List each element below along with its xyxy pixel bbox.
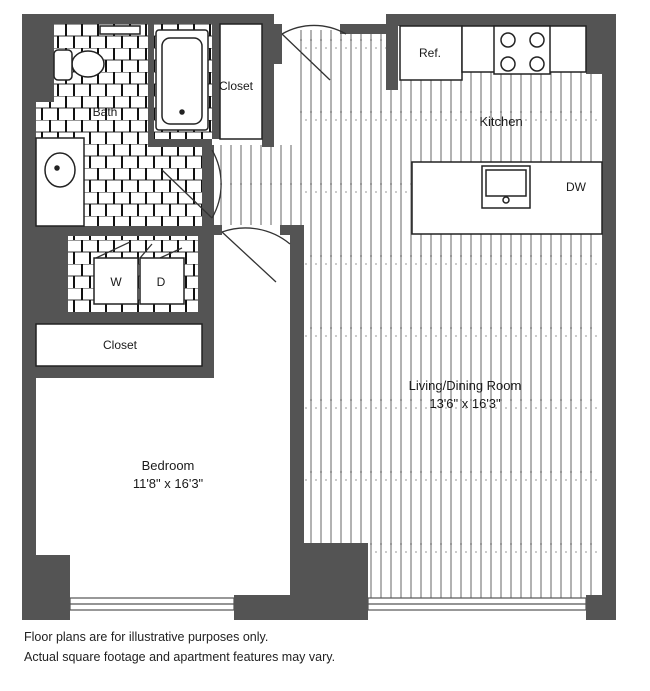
wall-bed-living bbox=[290, 228, 304, 595]
toilet-seat-back bbox=[54, 50, 72, 80]
wall-right-lower bbox=[602, 74, 616, 620]
sink-bowl bbox=[45, 153, 75, 187]
wall-top-right bbox=[386, 14, 616, 26]
wall-laundry-left bbox=[36, 236, 68, 324]
label-closet-bath: Closet bbox=[218, 79, 254, 93]
label-bedroom-name: Bedroom bbox=[141, 458, 195, 473]
wall-bed-living-top bbox=[280, 225, 304, 235]
label-dryer: D bbox=[156, 275, 166, 289]
wall-hall-right-stub bbox=[274, 24, 282, 64]
wall-bath-hall bbox=[148, 139, 212, 147]
label-living-name: Living/Dining Room bbox=[408, 378, 522, 393]
wall-left bbox=[22, 14, 36, 620]
hall-floor bbox=[212, 145, 304, 225]
wall-left-base bbox=[22, 555, 70, 620]
disclaimer-line-2: Actual square footage and apartment features may vary. bbox=[24, 650, 336, 664]
living-floor-offset bbox=[300, 30, 600, 598]
label-bath: Bath bbox=[92, 105, 118, 119]
label-refrigerator: Ref. bbox=[418, 46, 442, 60]
wall-bath-bottom bbox=[36, 226, 214, 236]
wall-hall-left bbox=[202, 145, 214, 235]
wall-right bbox=[586, 14, 616, 74]
wall-closet-bottom bbox=[36, 366, 214, 378]
wall-laundry-right bbox=[198, 236, 214, 324]
label-bedroom-size: 11'8" x 16'3" bbox=[132, 476, 204, 491]
label-living-size: 13'6" x 16'3" bbox=[429, 396, 501, 411]
label-dishwasher: DW bbox=[566, 180, 586, 194]
toilet-tank bbox=[100, 26, 140, 34]
column-bottom bbox=[300, 543, 368, 620]
door-bedroom bbox=[222, 228, 290, 282]
wall-right-base bbox=[586, 595, 616, 620]
toilet-bowl bbox=[72, 51, 104, 77]
disclaimer-line-1: Floor plans are for illustrative purposes only. bbox=[24, 630, 269, 644]
wall-bath-closet-right bbox=[262, 24, 274, 147]
wall-kitchen-stub bbox=[386, 14, 398, 90]
label-closet-bedroom: Closet bbox=[102, 338, 138, 352]
label-kitchen: Kitchen bbox=[479, 114, 523, 129]
wall-laundry-bottom bbox=[36, 312, 214, 324]
wall-bath-upper-left bbox=[36, 24, 54, 102]
wall-tub-left bbox=[148, 24, 154, 147]
label-washer: W bbox=[110, 275, 122, 289]
wall-top-left bbox=[22, 14, 274, 24]
wall-top-mid bbox=[340, 24, 388, 34]
